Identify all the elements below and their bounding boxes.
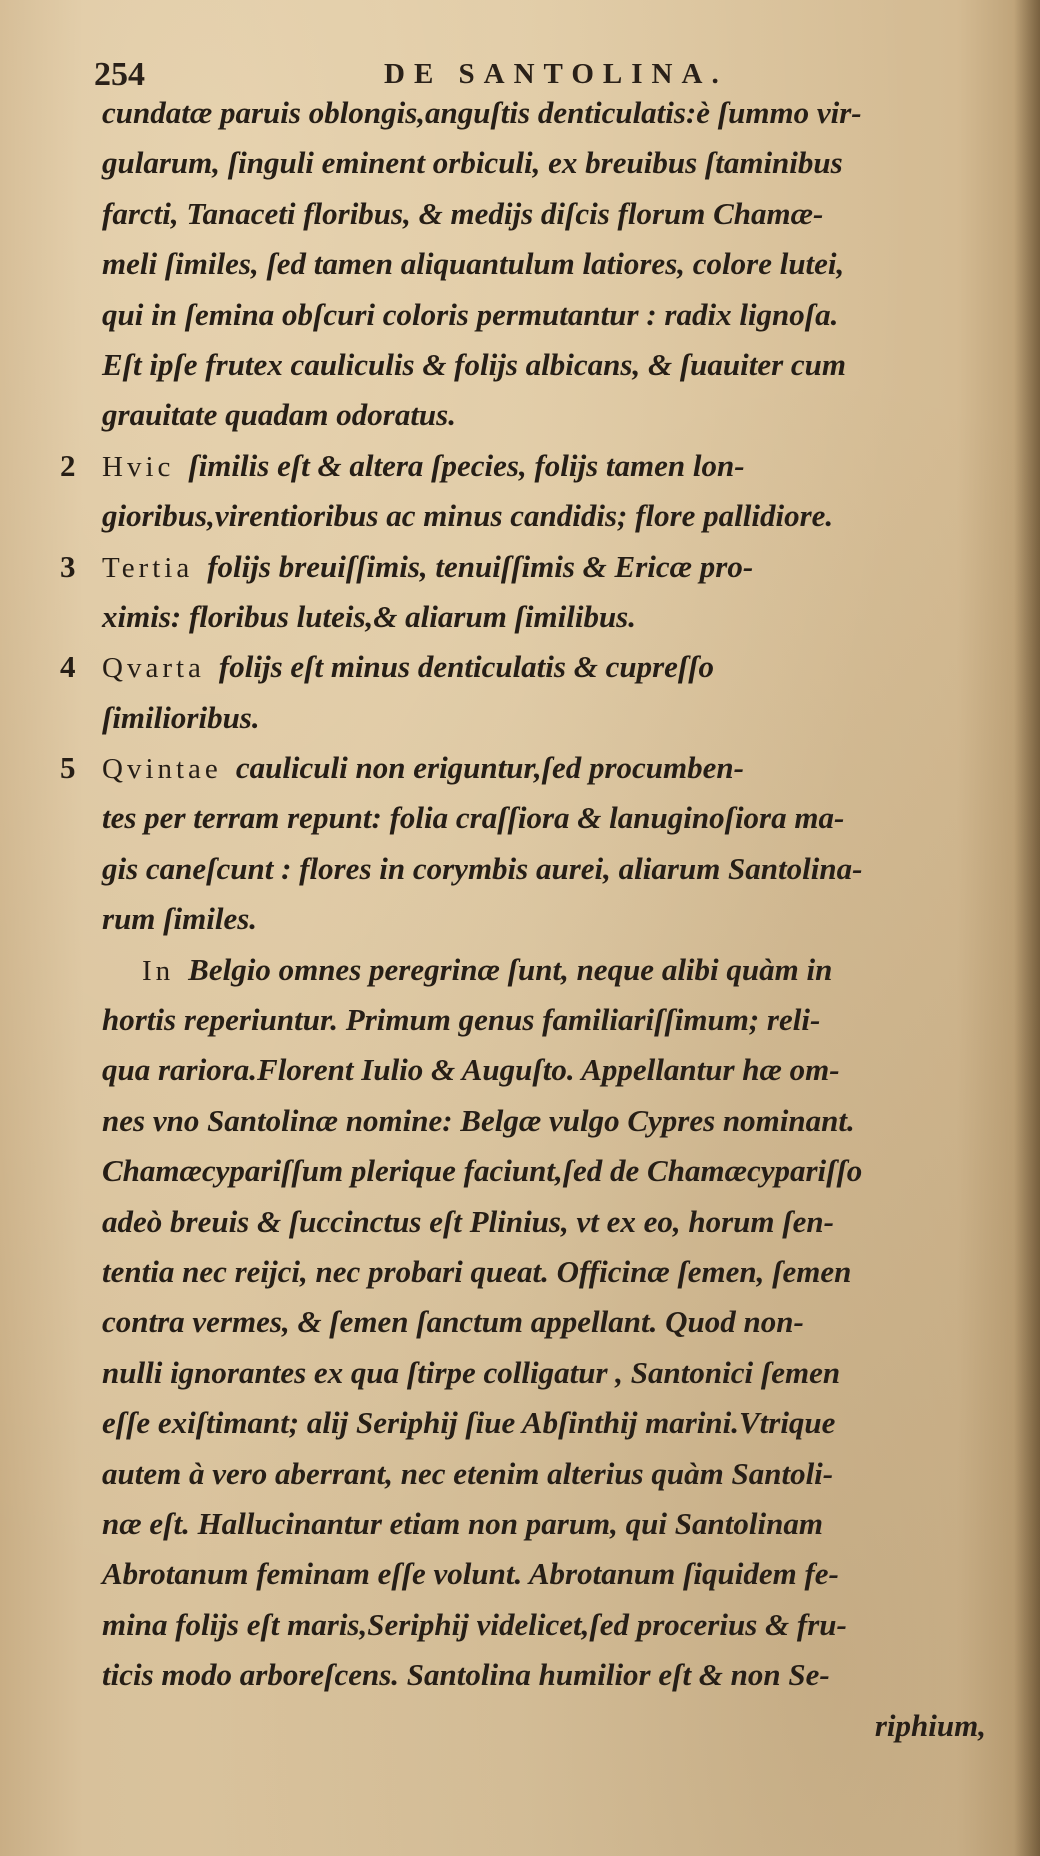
line-content	[102, 239, 844, 289]
text-line	[0, 390, 1040, 440]
line-content	[102, 441, 745, 492]
line-content	[102, 88, 862, 138]
line-content	[102, 542, 753, 593]
line-content	[102, 995, 820, 1045]
line-content	[102, 1247, 851, 1297]
text-line	[0, 441, 1040, 491]
text-line	[0, 793, 1040, 843]
text-line	[0, 138, 1040, 188]
text-line	[0, 1096, 1040, 1146]
line-text: Belgio omnes peregrinæ ſunt, neque alibi quàm in	[188, 951, 833, 987]
section-number: 2	[60, 447, 76, 483]
text-line	[0, 1600, 1040, 1650]
small-caps-lead: Hvic	[102, 450, 175, 483]
line-content	[102, 1650, 830, 1700]
section-number: 3	[60, 548, 76, 584]
text-line	[0, 844, 1040, 894]
line-content	[102, 290, 838, 340]
line-text: ſimilioribus.	[102, 699, 260, 735]
line-text: autem à vero aberrant, nec etenim alterius quàm Santoli-	[102, 1455, 834, 1491]
section-number: 5	[60, 750, 76, 786]
line-content	[102, 1398, 835, 1448]
line-text: Eſt ipſe frutex cauliculis & folijs albicans, & ſuauiter cum	[102, 346, 847, 382]
line-text: folijs eſt minus denticulatis & cupreſſo	[218, 649, 715, 685]
line-text: cundatæ paruis oblongis,anguſtis denticulatis:è ſummo vir-	[102, 95, 862, 130]
small-caps-lead: Qvintae	[102, 753, 222, 786]
running-head-title: DE SANTOLINA.	[384, 58, 728, 90]
line-content	[102, 1197, 834, 1247]
page-number: 254	[94, 56, 145, 93]
line-text: tes per terram repunt: folia craſſiora & lanuginoſiora ma-	[102, 800, 845, 836]
line-content	[102, 1146, 862, 1196]
line-text: folijs breuiſſimis, tenuiſſimis & Ericæ pro-	[207, 548, 754, 584]
line-content	[142, 945, 832, 996]
small-caps-lead: Qvarta	[102, 652, 205, 685]
line-content	[102, 844, 862, 894]
text-line	[0, 1449, 1040, 1499]
text-line	[0, 693, 1040, 743]
text-line	[0, 1297, 1040, 1347]
text-line	[0, 1197, 1040, 1247]
text-line	[0, 1398, 1040, 1448]
body-text	[0, 88, 1040, 1751]
text-line	[0, 88, 1040, 138]
text-line	[0, 1701, 1040, 1751]
line-text: grauitate quadam odoratus.	[102, 397, 456, 433]
text-line	[0, 995, 1040, 1045]
line-content	[102, 894, 257, 944]
text-line	[0, 1549, 1040, 1599]
line-text: gularum, ſinguli eminent orbiculi, ex breuibus ſtaminibus	[102, 145, 843, 181]
line-content	[102, 1600, 847, 1650]
line-text: eſſe exiſtimant; alij Seriphij ſiue Abſinthij marini.Vtrique	[102, 1405, 836, 1441]
line-text: mina folijs eſt maris,Seriphij videlicet,ſed procerius & fru-	[102, 1606, 847, 1642]
line-content	[102, 642, 714, 693]
small-caps-lead: In	[142, 954, 175, 987]
line-content	[102, 1045, 840, 1095]
line-text: cauliculi non eriguntur,ſed procumben-	[235, 750, 744, 786]
line-text: nes vno Santolinæ nomine: Belgæ vulgo Cypres nominant.	[102, 1102, 855, 1138]
text-line	[0, 189, 1040, 239]
text-line	[0, 592, 1040, 642]
text-line	[0, 743, 1040, 793]
line-text: gioribus,virentioribus ac minus candidis; flore pallidiore.	[102, 498, 834, 534]
line-text: næ eſt. Hallucinantur etiam non parum, qui Santolinam	[102, 1505, 823, 1541]
line-content	[102, 743, 744, 794]
line-content	[102, 1348, 840, 1398]
line-text: nulli ignorantes ex qua ſtirpe colligatur , Santonici ſemen	[102, 1354, 841, 1390]
line-text: hortis reperiuntur. Primum genus familiariſſimum; reli-	[102, 1002, 821, 1038]
line-text: ximis: floribus luteis,& aliarum ſimilibus.	[102, 598, 636, 634]
text-line	[0, 239, 1040, 289]
text-line	[0, 894, 1040, 944]
line-text: rum ſimiles.	[102, 901, 258, 937]
line-content	[102, 693, 260, 743]
section-number: 4	[60, 649, 76, 685]
line-text: Abrotanum feminam eſſe volunt. Abrotanum ſiquidem fe-	[102, 1556, 839, 1592]
line-text: ticis modo arboreſcens. Santolina humilior eſt & non Se-	[102, 1657, 830, 1693]
line-content	[102, 793, 844, 843]
line-content	[102, 390, 456, 440]
line-text: farcti, Tanaceti floribus, & medijs diſcis florum Chamæ-	[102, 195, 824, 231]
text-line	[0, 1045, 1040, 1095]
text-line	[0, 491, 1040, 541]
line-content	[102, 1297, 804, 1347]
text-line	[0, 1499, 1040, 1549]
line-text: qui in ſemina obſcuri coloris permutantur : radix lignoſa.	[102, 296, 839, 332]
line-text: contra vermes, & ſemen ſanctum appellant. Quod non-	[102, 1304, 804, 1340]
text-line	[0, 1348, 1040, 1398]
line-content	[102, 592, 636, 642]
line-content	[102, 138, 843, 188]
line-text: Chamæcypariſſum plerique faciunt,ſed de Chamæcypariſſo	[102, 1153, 863, 1189]
line-content	[102, 491, 833, 541]
line-text: adeò breuis & ſuccinctus eſt Plinius, vt ex eo, horum ſen-	[102, 1203, 834, 1239]
line-content	[102, 1449, 833, 1499]
line-content	[102, 189, 823, 239]
text-line	[0, 1650, 1040, 1700]
line-content	[102, 340, 846, 390]
text-line	[0, 642, 1040, 692]
text-line	[0, 1247, 1040, 1297]
text-line	[0, 290, 1040, 340]
line-text: gis caneſcunt : flores in corymbis aurei, aliarum Santolina-	[102, 850, 863, 886]
line-text: ſimilis eſt & altera ſpecies, folijs tamen lon-	[188, 447, 745, 483]
text-line	[0, 542, 1040, 592]
text-line	[0, 945, 1040, 995]
line-text: qua rariora.Florent Iulio & Auguſto. Appellantur hæ om-	[102, 1052, 840, 1088]
text-line	[0, 340, 1040, 390]
line-content	[875, 1701, 986, 1751]
line-content	[102, 1549, 839, 1599]
line-content	[102, 1499, 823, 1549]
line-content	[102, 1096, 855, 1146]
line-text: meli ſimiles, ſed tamen aliquantulum latiores, colore lutei,	[102, 246, 845, 282]
text-line	[0, 1146, 1040, 1196]
small-caps-lead: Tertia	[102, 551, 194, 584]
line-text: riphium,	[874, 1707, 986, 1743]
line-text: tentia nec reijci, nec probari queat. Officinæ ſemen, ſemen	[102, 1253, 852, 1289]
